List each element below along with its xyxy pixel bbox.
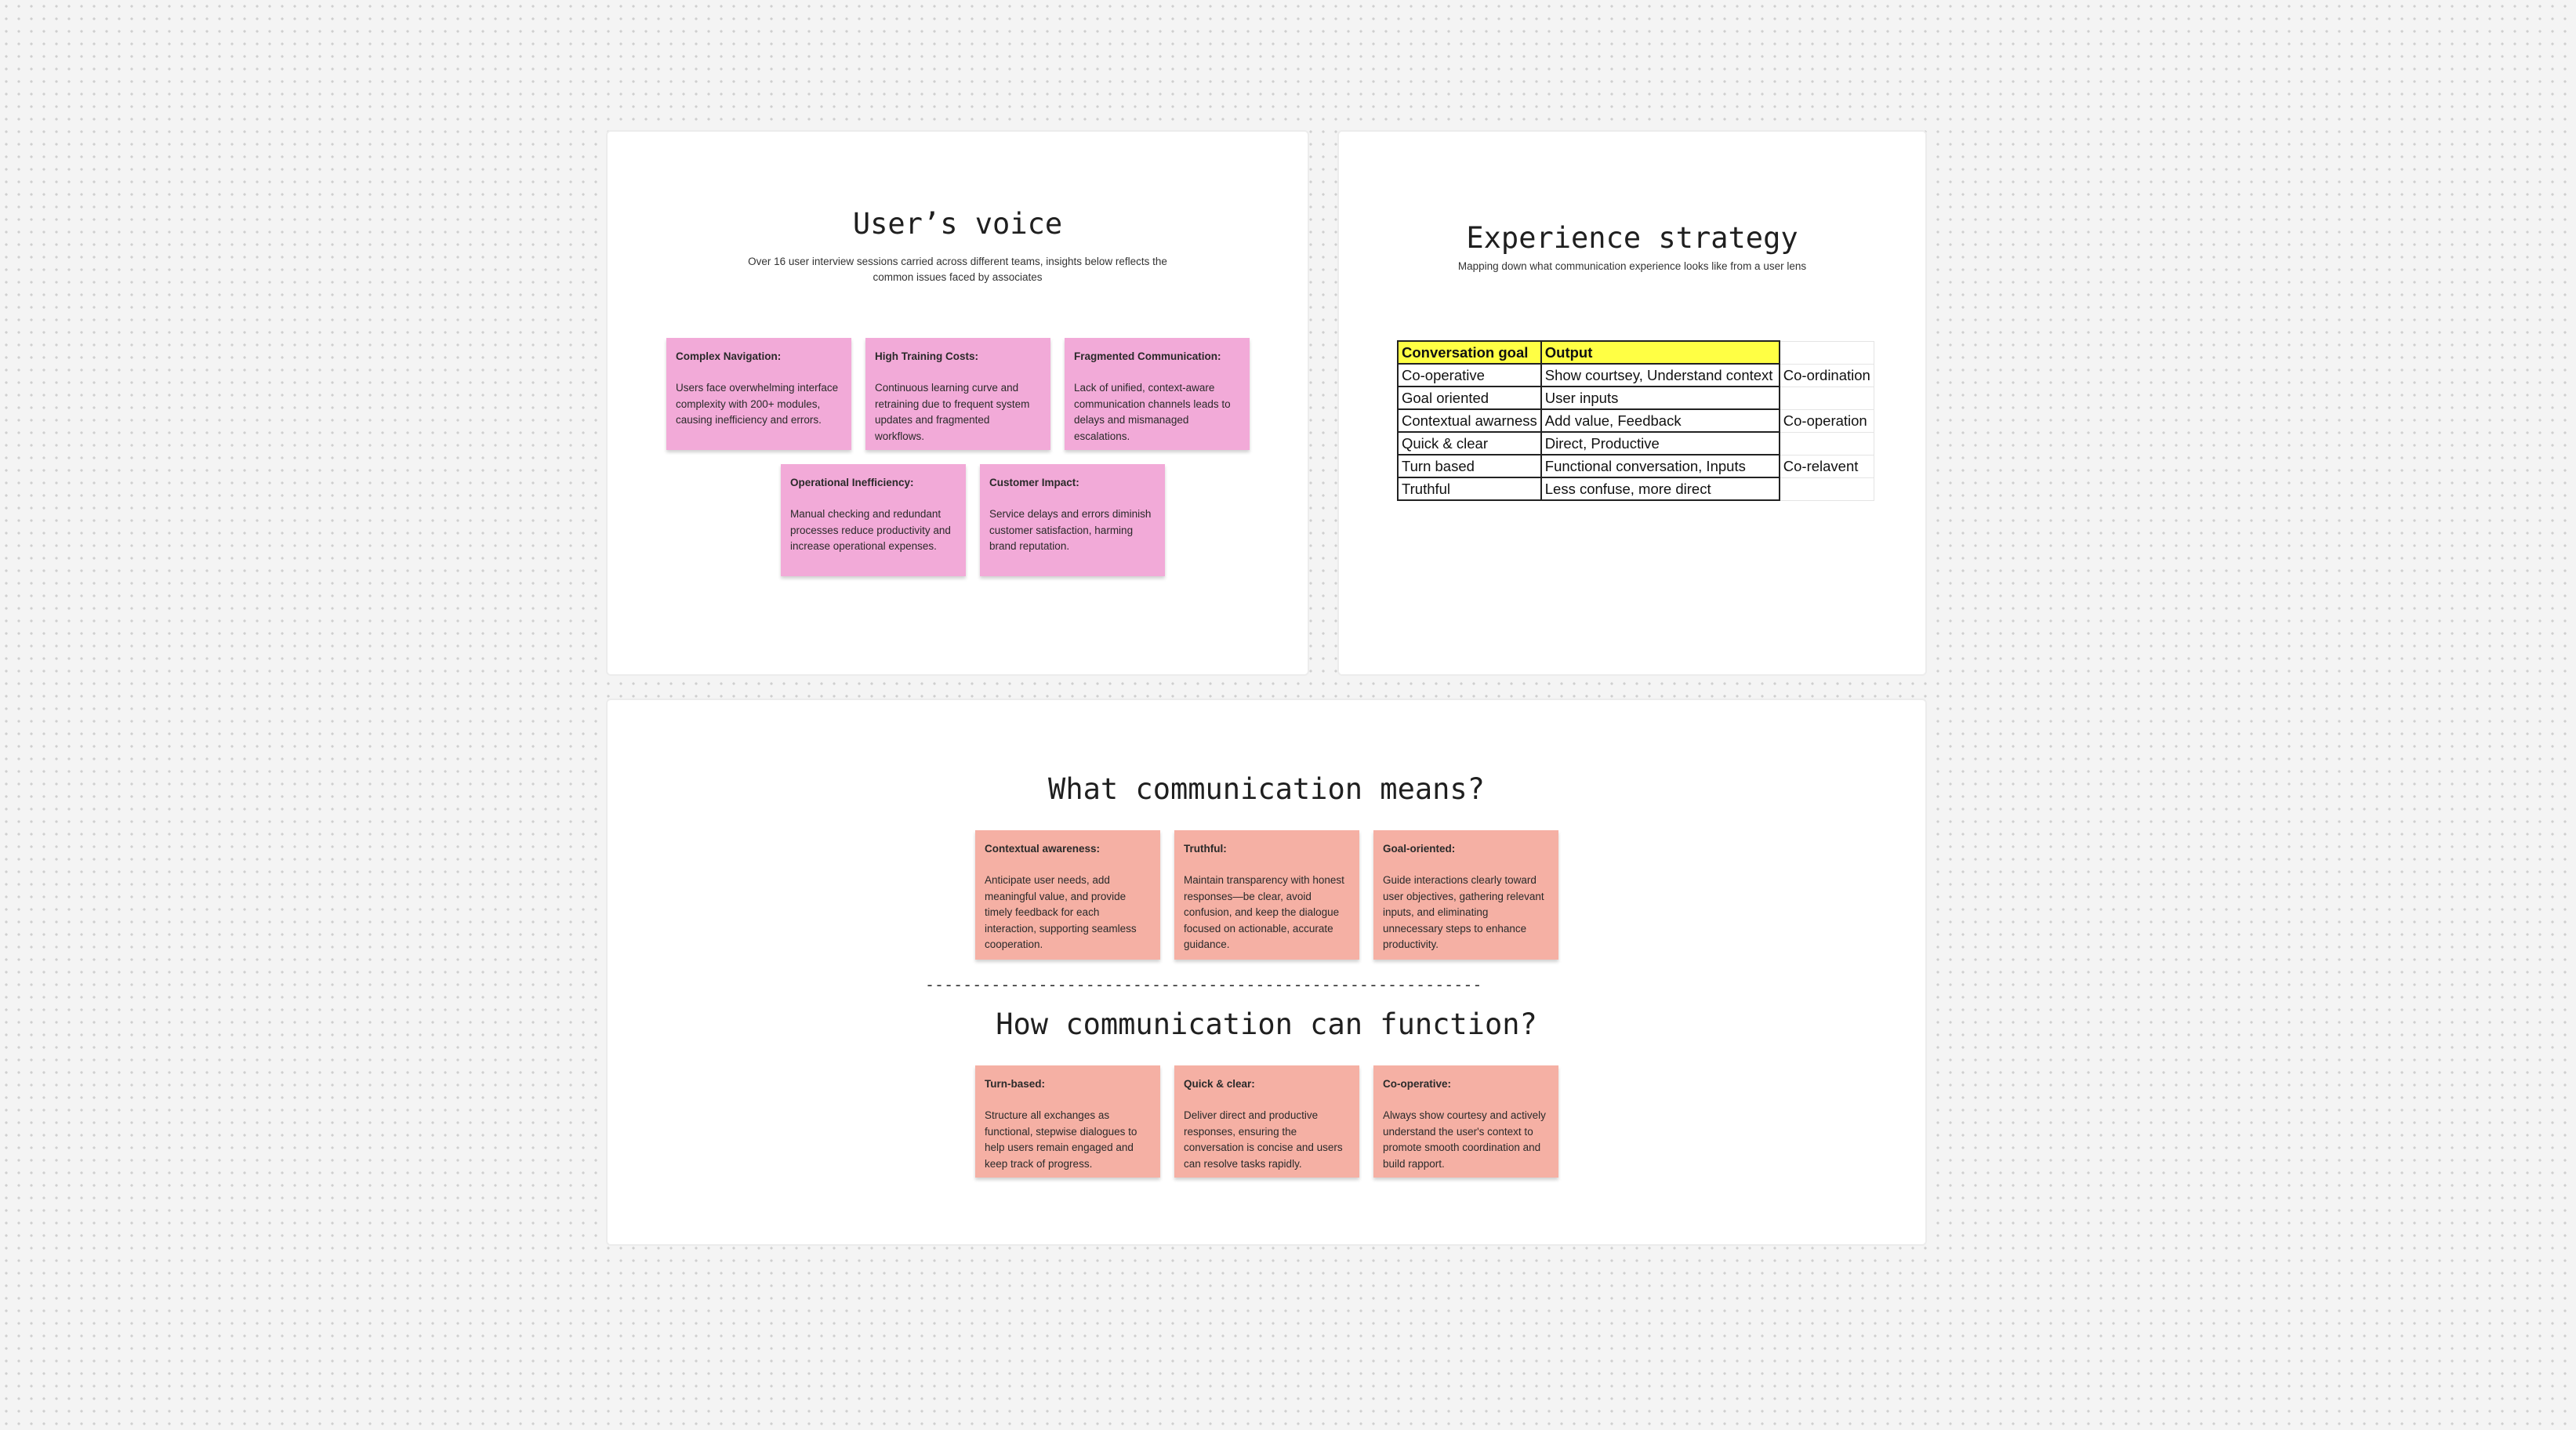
table-row [1398, 477, 1874, 500]
table-cell[interactable]: Less confuse, more direct [1541, 477, 1780, 500]
sticky-note-body: Always show courtesy and actively understand the user's context to promote smooth coordination and build rapport. [1383, 1109, 1546, 1170]
table-cell[interactable] [1780, 341, 1874, 364]
communication-frame[interactable] [606, 699, 1927, 1246]
table-cell[interactable] [1780, 432, 1874, 455]
sticky-note-body: Maintain transparency with honest responses—be clear, avoid confusion, and keep the dialogue focused on actionable, accurate guidance. [1184, 874, 1344, 950]
experience-strategy-subtitle: Mapping down what communication experience looks like from a user lens [1457, 260, 1807, 272]
sticky-note-title: Co-operative: [1383, 1078, 1452, 1090]
table-cell[interactable]: User inputs [1541, 387, 1780, 409]
communication-function-title: How communication can function? [996, 1007, 1537, 1041]
table-cell[interactable]: Direct, Productive [1541, 432, 1780, 455]
sticky-note-body: Anticipate user needs, add meaningful value, and provide timely feedback for each interaction, supporting seamless cooperation. [985, 874, 1137, 950]
experience-strategy-title: Experience strategy [1466, 221, 1798, 255]
sticky-note-title: Fragmented Communication: [1074, 350, 1221, 362]
table-cell[interactable]: Quick & clear [1398, 432, 1541, 455]
sticky-note-operational-inefficiency[interactable] [781, 464, 966, 576]
sticky-note-title: Customer Impact: [989, 477, 1079, 488]
users-voice-subtitle-line2: common issues faced by associates [873, 271, 1043, 283]
table-cell[interactable]: Truthful [1398, 477, 1541, 500]
sticky-note-body: Structure all exchanges as functional, stepwise dialogues to help users remain engaged and keep track of progress. [985, 1109, 1137, 1170]
users-voice-frame[interactable] [606, 130, 1309, 676]
sticky-note-title: Turn-based: [985, 1078, 1045, 1090]
sticky-note-title: Complex Navigation: [676, 350, 782, 362]
sticky-note-fragmented-communication[interactable] [1065, 338, 1250, 450]
communication-means-title: What communication means? [1048, 772, 1485, 806]
sticky-note-body: Manual checking and redundant processes reduce productivity and increase operational expenses. [790, 508, 951, 552]
sticky-note-title: Operational Inefficiency: [790, 477, 914, 488]
table-cell[interactable]: Turn based [1398, 455, 1541, 477]
sticky-note-body: Lack of unified, context-aware communication channels leads to delays and mismanaged escalations. [1074, 382, 1231, 442]
table-cell[interactable] [1780, 387, 1874, 409]
sticky-note-high-training-costs[interactable] [865, 338, 1050, 450]
table-header-cell[interactable]: Output [1541, 341, 1780, 364]
table-row [1398, 409, 1874, 432]
experience-strategy-frame[interactable] [1337, 130, 1927, 676]
users-voice-subtitle [608, 254, 1308, 285]
users-voice-subtitle-line1: Over 16 user interview sessions carried across different teams, insights below reflects the [748, 256, 1167, 267]
sticky-note-title: Contextual awareness: [985, 843, 1101, 855]
table-row [1398, 364, 1874, 387]
sticky-note-co-operative[interactable] [1373, 1065, 1558, 1178]
table-cell[interactable]: Co-relavent [1780, 455, 1874, 477]
conversation-goal-table [1397, 340, 1874, 501]
sticky-note-body: Deliver direct and productive responses, ensuring the conversation is concise and users can resolve tasks rapidly. [1184, 1109, 1343, 1170]
sticky-note-customer-impact[interactable] [980, 464, 1165, 576]
table-row [1398, 387, 1874, 409]
table-cell[interactable]: Functional conversation, Inputs [1541, 455, 1780, 477]
table-cell[interactable]: Goal oriented [1398, 387, 1541, 409]
sticky-note-title: High Training Costs: [875, 350, 979, 362]
sticky-note-body: Continuous learning curve and retraining due to frequent system updates and fragmented workflows. [875, 382, 1030, 442]
sticky-note-title: Truthful: [1184, 843, 1227, 855]
table-cell[interactable]: Contextual awarness [1398, 409, 1541, 432]
sticky-note-turn-based[interactable] [975, 1065, 1160, 1178]
sticky-note-body: Service delays and errors diminish customer satisfaction, harming brand reputation. [989, 508, 1152, 552]
table-cell[interactable]: Show courtsey, Understand context [1541, 364, 1780, 387]
table-cell[interactable]: Co-operation [1780, 409, 1874, 432]
sticky-note-complex-navigation[interactable] [666, 338, 851, 450]
sticky-note-title: Goal-oriented: [1383, 843, 1456, 855]
sticky-note-quick-clear[interactable] [1174, 1065, 1359, 1178]
sticky-note-title: Quick & clear: [1184, 1078, 1255, 1090]
table-cell[interactable]: Co-ordination [1780, 364, 1874, 387]
table-cell[interactable]: Add value, Feedback [1541, 409, 1780, 432]
users-voice-title: User’s voice [852, 207, 1063, 241]
table-cell[interactable]: Co-operative [1398, 364, 1541, 387]
sticky-note-goal-oriented[interactable] [1373, 830, 1558, 960]
sticky-note-contextual-awareness[interactable] [975, 830, 1160, 960]
table-cell[interactable] [1780, 477, 1874, 500]
section-divider: ----------------------------------------------------------- [925, 975, 1482, 994]
sticky-note-body: Guide interactions clearly toward user objectives, gathering relevant inputs, and eliminating unnecessary steps to enhance productivity. [1383, 874, 1544, 950]
sticky-note-body: Users face overwhelming interface complexity with 200+ modules, causing inefficiency and errors. [676, 382, 839, 426]
table-row [1398, 455, 1874, 477]
table-header-row [1398, 341, 1874, 364]
table-row [1398, 432, 1874, 455]
table-header-cell[interactable]: Conversation goal [1398, 341, 1541, 364]
sticky-note-truthful[interactable] [1174, 830, 1359, 960]
